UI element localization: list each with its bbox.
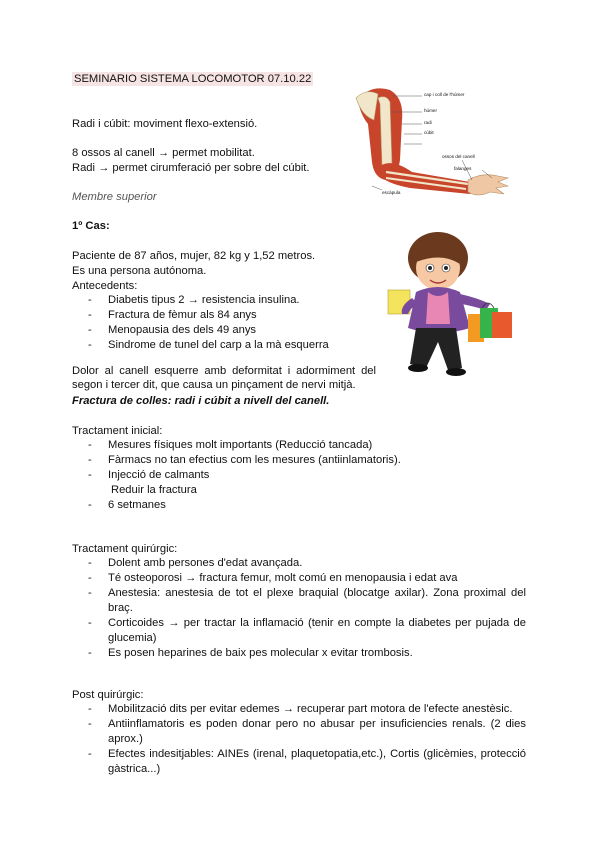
arm-anatomy-figure [352, 80, 512, 200]
woman-with-bags-drawing [386, 228, 526, 386]
patient-line-2: Es una persona autónoma. [72, 265, 207, 277]
surgical-treatment-label: Tractament quirúrgic: [72, 543, 178, 555]
list-item: - Diabetis tipus 2 → resistencia insulina. [72, 293, 372, 308]
initial-treatment-list [72, 438, 452, 513]
list-item: - Anestesia: anestesia de tot el plexe braquial (blocatge axilar). Zona proximal del braç. [72, 586, 526, 616]
list-item: Reduir la fractura [111, 484, 197, 496]
list-item: - Mobilització dits per evitar edemes → recuperar part motora de l'efecte anestèsic. [72, 702, 526, 717]
list-item: - Efectes indesitjables: AINEs (irenal, plaquetopatia,etc.), Cortis (glicèmies, protecció gàstrica...) [72, 747, 526, 777]
intro-line-3: Radi → permet cirumferació per sobre del cúbit. [72, 162, 310, 174]
arm-label: falanges [454, 166, 472, 171]
arm-anatomy-drawing [352, 80, 512, 200]
diagnosis: Fractura de colles: radi i cúbit a nivell del canell. [72, 395, 330, 407]
list-item: - Injecció de calmants [72, 468, 452, 483]
elderly-woman-illustration [386, 228, 526, 386]
surgical-treatment-list [72, 556, 526, 661]
arm-label: escàpula [382, 190, 401, 195]
list-item: - Corticoides → per tractar la inflamació (tenir en compte la diabetes per pujada de glucemia) [72, 616, 526, 646]
list-item: - Té osteoporosi → fractura femur, molt comú en menopausia i edat ava [72, 571, 526, 586]
list-item: - Fractura de fèmur als 84 anys [72, 308, 372, 323]
list-item: - Fàrmacs no tan efectius com les mesures (antiinlamatoris). [72, 453, 452, 468]
post-surgical-label: Post quirúrgic: [72, 689, 144, 701]
arm-label: húmer [424, 108, 438, 113]
intro-line-1: Radi i cúbit: moviment flexo-extensió. [72, 118, 258, 130]
initial-treatment-label: Tractament inicial: [72, 425, 163, 437]
case-description: Dolor al canell esquerre amb deformitat i adormiment del segon i tercer dit, que causa un pinçament de nervi mitjà. [72, 365, 376, 391]
antecedents-list [72, 293, 372, 353]
arm-label: cap i coll de l'húmer [424, 92, 465, 97]
arm-label: radi [424, 120, 432, 125]
document-title: SEMINARIO SISTEMA LOCOMOTOR 07.10.22 [74, 73, 312, 85]
case-heading: 1º Cas: [72, 220, 110, 232]
intro-line-2: 8 ossos al canell → permet mobilitat. [72, 147, 255, 159]
post-surgical-list [72, 702, 526, 777]
arm-label: cúbit [424, 130, 434, 135]
list-item: - Es posen heparines de baix pes molecular x evitar trombosis. [72, 646, 526, 661]
list-item: - 6 setmanes [72, 498, 452, 513]
patient-line-1: Paciente de 87 años, mujer, 82 kg y 1,52 metros. [72, 250, 316, 262]
arm-label: ossos del canell [442, 154, 475, 159]
list-item: - Sindrome de tunel del carp a la mà esquerra [72, 338, 372, 353]
list-item: - Dolent amb persones d'edat avançada. [72, 556, 526, 571]
list-item: - Antiinflamatoris es poden donar pero no abusar per insuficiencies renals. (2 dies aprox.) [72, 717, 526, 747]
section-label: Membre superior [72, 191, 157, 203]
antecedents-label: Antecedents: [72, 280, 138, 292]
list-item: - Mesures físiques molt importants (Reducció tancada) [72, 438, 452, 453]
list-item: - Menopausia des dels 49 anys [72, 323, 372, 338]
